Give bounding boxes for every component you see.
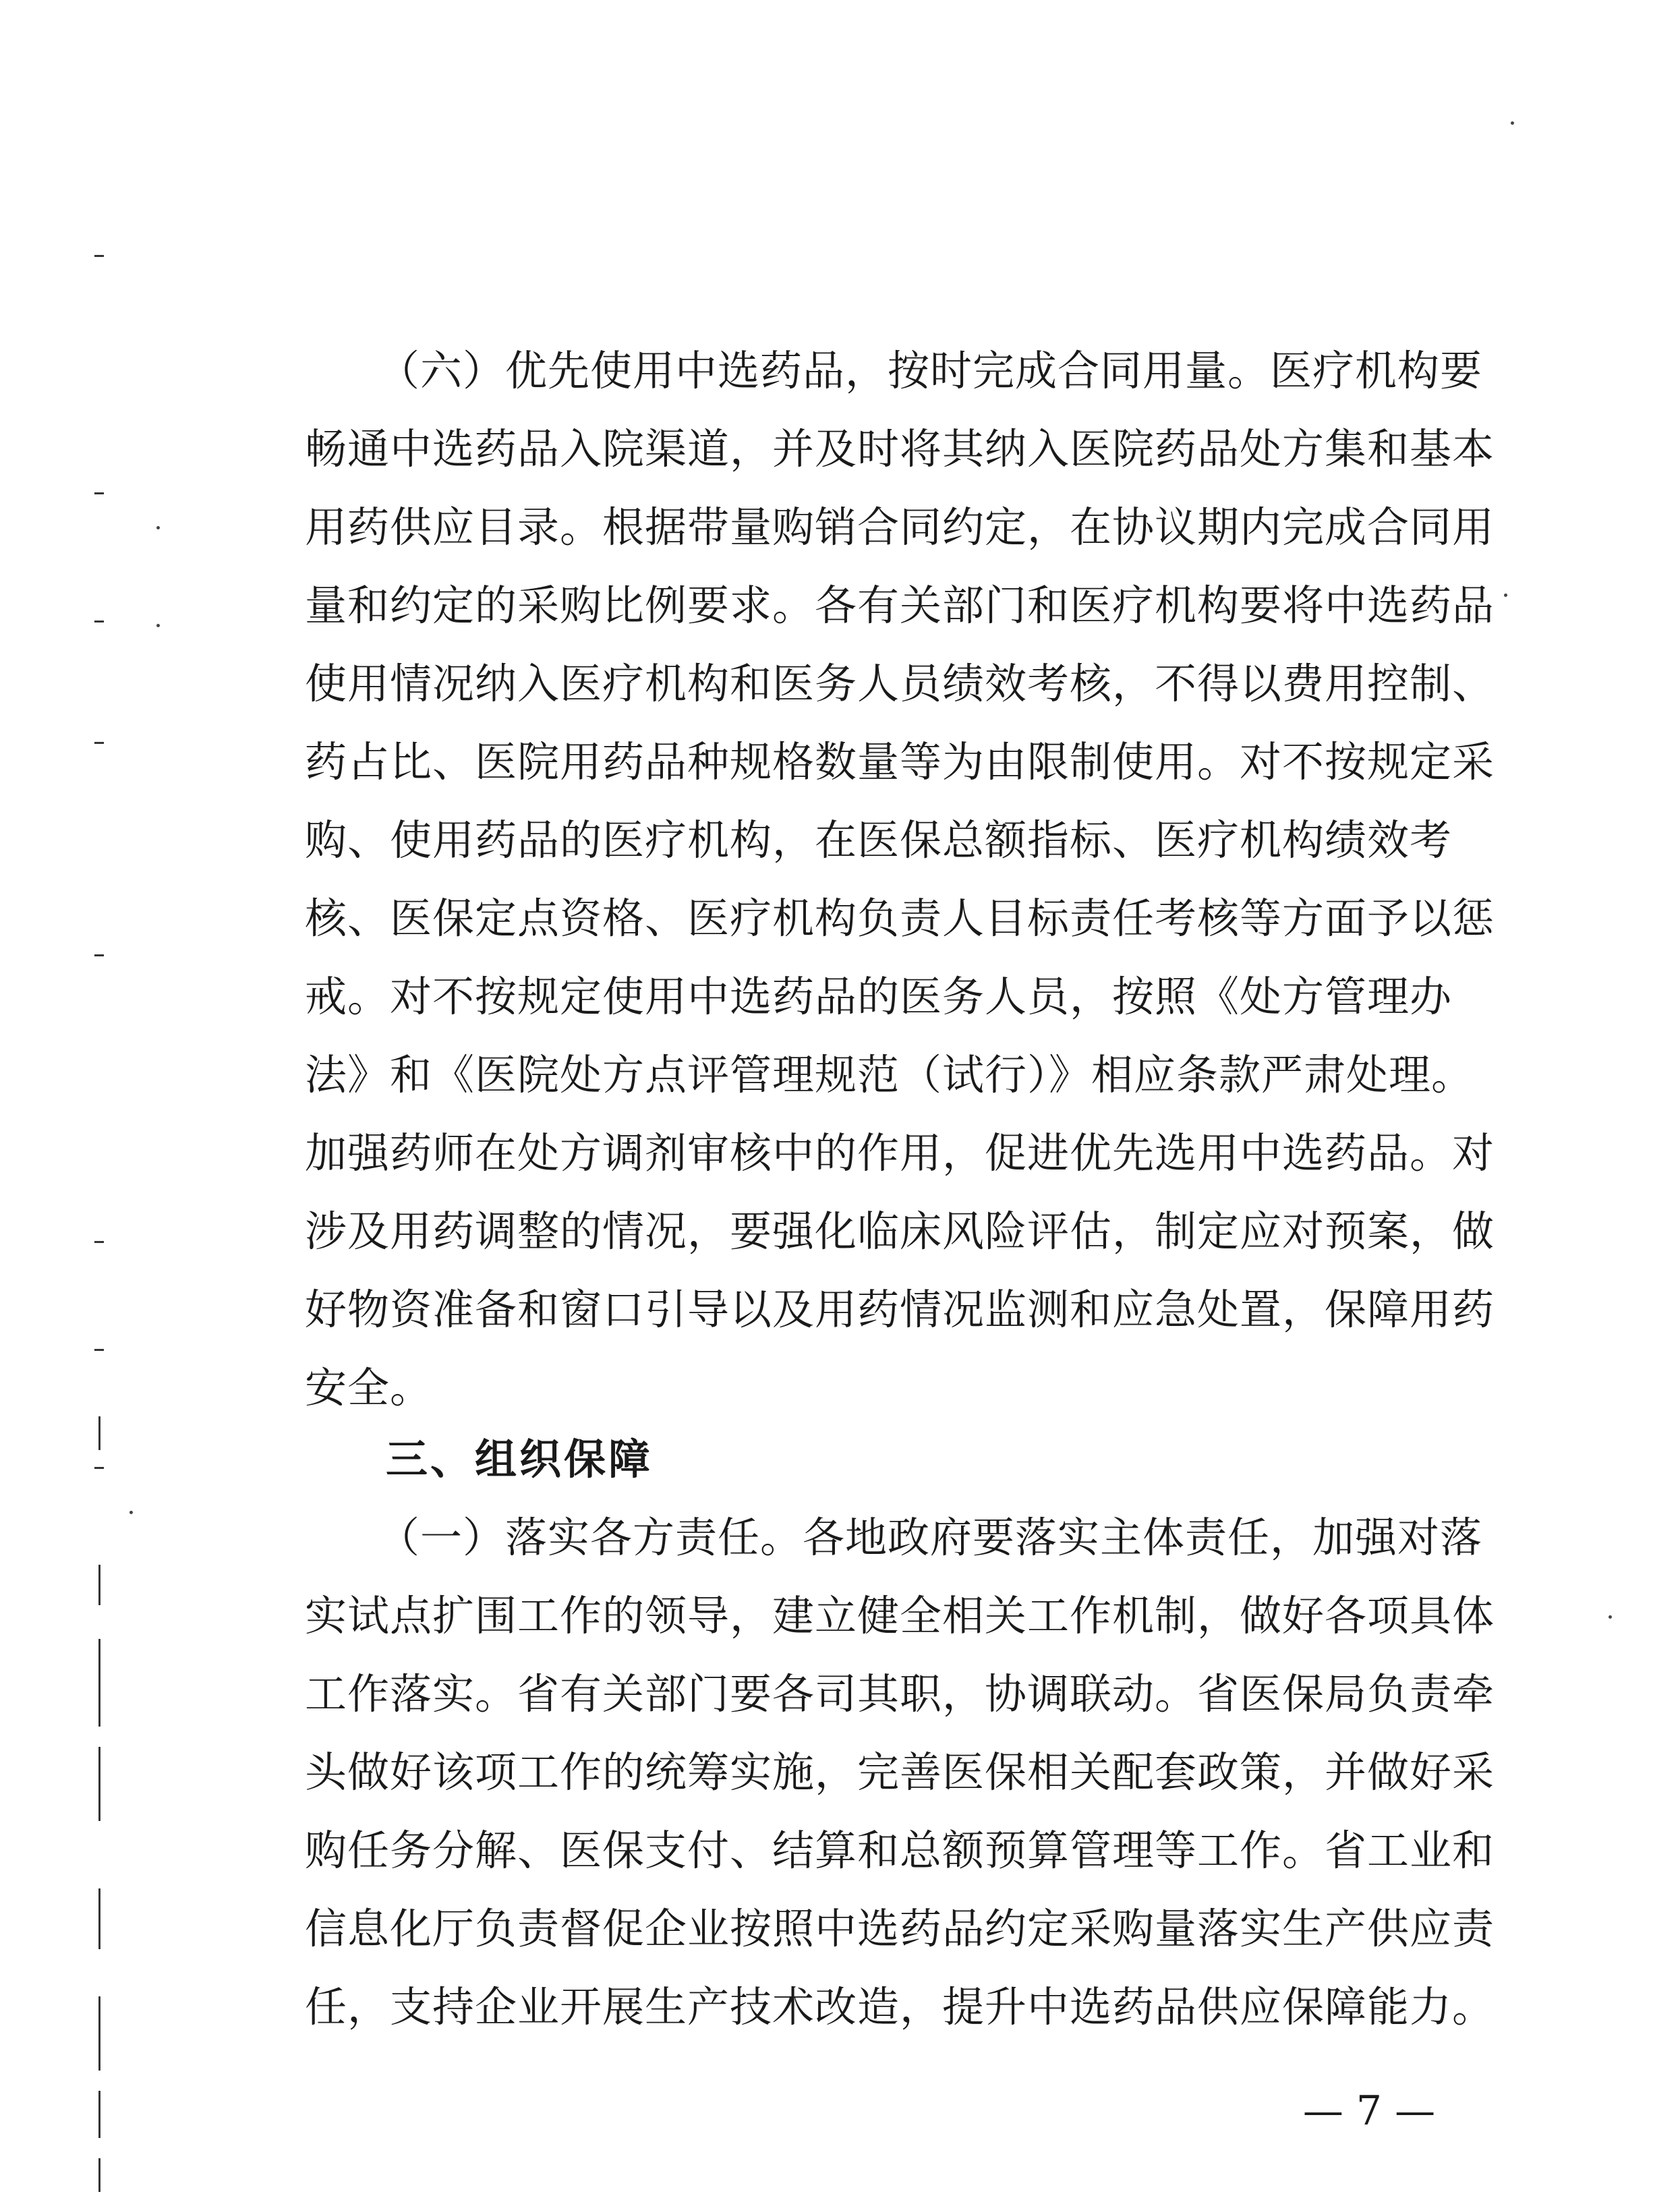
scan-mark — [98, 2158, 100, 2192]
scan-mark — [98, 1996, 100, 2071]
scan-mark — [94, 954, 104, 956]
scan-mark — [98, 1639, 100, 1727]
scan-dot — [129, 1511, 133, 1514]
scan-mark — [98, 1565, 100, 1605]
scan-mark — [98, 1416, 100, 1450]
paragraph-6-line: 好物资准备和窗口引导以及用药情况监测和应急处置，保障用药 — [305, 1285, 1495, 1334]
section-heading: 三、组织保障 — [386, 1435, 654, 1484]
paragraph-6-line: 用药供应目录。根据带量购销合同约定，在协议期内完成合同用 — [305, 502, 1495, 552]
paragraph-1-line: 实试点扩围工作的领导，建立健全相关工作机制，做好各项具体 — [305, 1591, 1495, 1640]
paragraph-6-line: 涉及用药调整的情况，要强化临床风险评估，制定应对预案，做 — [305, 1207, 1495, 1256]
scan-mark — [94, 1241, 104, 1243]
paragraph-6-line: 使用情况纳入医疗机构和医务人员绩效考核，不得以费用控制、 — [305, 659, 1495, 708]
paragraph-6-line: 戒。对不按规定使用中选药品的医务人员，按照《处方管理办 — [305, 972, 1453, 1021]
paragraph-1-line: 信息化厅负责督促企业按照中选药品约定采购量落实生产供应责 — [305, 1904, 1495, 1953]
scan-mark — [98, 1888, 100, 1949]
scan-mark — [94, 255, 104, 257]
scan-dot — [156, 526, 160, 529]
scan-dot — [1504, 594, 1507, 597]
paragraph-6-line: 核、医保定点资格、医疗机构负责人目标责任考核等方面予以惩 — [305, 894, 1495, 943]
paragraph-1-line: 任，支持企业开展生产技术改造，提升中选药品供应保障能力。 — [305, 1982, 1495, 2031]
paragraph-6-line: 安全。 — [305, 1363, 433, 1412]
scan-mark — [98, 2091, 100, 2138]
scan-mark — [94, 1349, 104, 1351]
scan-dot — [1511, 121, 1514, 125]
paragraph-6-line: 购、使用药品的医疗机构，在医保总额指标、医疗机构绩效考 — [305, 815, 1453, 865]
paragraph-1-line: 购任务分解、医保支付、结算和总额预算管理等工作。省工业和 — [305, 1826, 1495, 1875]
scan-mark — [94, 492, 104, 494]
paragraph-6-line: 量和约定的采购比例要求。各有关部门和医疗机构要将中选药品 — [305, 581, 1495, 630]
page-number: — 7 — — [1302, 2087, 1436, 2135]
paragraph-6-line: （六）优先使用中选药品，按时完成合同用量。医疗机构要 — [378, 346, 1483, 395]
paragraph-1-line: 头做好该项工作的统筹实施，完善医保相关配套政策，并做好采 — [305, 1747, 1495, 1797]
scan-dot — [1609, 1615, 1612, 1619]
scan-mark — [94, 620, 104, 623]
paragraph-6-line: 加强药师在处方调剂审核中的作用，促进优先选用中选药品。对 — [305, 1128, 1495, 1178]
scan-dot — [156, 624, 160, 627]
scan-mark — [98, 1747, 100, 1821]
scan-mark — [94, 742, 104, 744]
paragraph-6-line: 药占比、医院用药品种规格数量等为由限制使用。对不按规定采 — [305, 737, 1495, 786]
paragraph-1-line: 工作落实。省有关部门要各司其职，协调联动。省医保局负责牵 — [305, 1669, 1495, 1718]
paragraph-1-line: （一）落实各方责任。各地政府要落实主体责任，加强对落 — [378, 1513, 1483, 1562]
paragraph-6-line: 法》和《医院处方点评管理规范（试行）》相应条款严肃处理。 — [305, 1050, 1474, 1099]
scan-mark — [94, 1467, 104, 1469]
paragraph-6-line: 畅通中选药品入院渠道，并及时将其纳入医院药品处方集和基本 — [305, 424, 1495, 473]
